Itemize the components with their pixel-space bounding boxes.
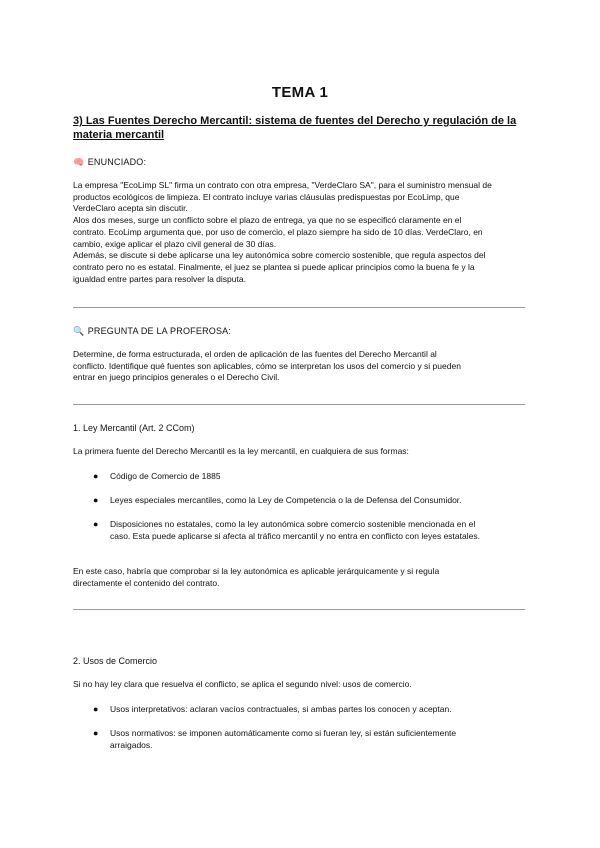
bullet-icon: ● [93, 495, 99, 505]
text-line: igualdad entre partes para resolver la disputa. [73, 273, 246, 284]
section-subtitle [73, 114, 535, 142]
text-line: Si no hay ley clara que resuelva el conflicto, se aplica el segundo nivel: usos de comercio. [73, 679, 412, 689]
text-line: arraigados. [110, 740, 153, 750]
text-line: conflicto. Identifique qué fuentes son aplicables, cómo se interpretan los usos del comercio y si pueden [73, 360, 461, 371]
text-line: VerdeClaro acepta sin discutir. [73, 203, 188, 214]
section-heading: 2. Usos de Comercio [73, 656, 158, 666]
pregunta-label: PREGUNTA DE LA PROFEROSA: [87, 326, 232, 336]
brain-icon: 🧠 [73, 157, 85, 167]
bullet-icon: ● [93, 471, 99, 481]
text-line: Código de Comercio de 1885 [110, 471, 221, 481]
enunciado-text [73, 180, 525, 285]
text-line: directamente el contenido del contrato. [73, 577, 220, 588]
text-line: cambio, exige aplicar el plazo civil general de 30 días. [73, 238, 277, 249]
enunciado-label: ENUNCIADO: [87, 157, 147, 167]
bullet-icon: ● [93, 728, 99, 738]
text-line: Leyes especiales mercantiles, como la Ley de Competencia o la de Defensa del Consumidor. [110, 495, 462, 505]
bullet-icon: ● [93, 519, 99, 529]
text-line: La primera fuente del Derecho Mercantil es la ley mercantil, en cualquiera de sus formas: [73, 446, 409, 456]
section-conclusion [73, 566, 525, 589]
horizontal-divider [73, 609, 525, 610]
text-line: entrar en juego principios generales o el Derecho Civil. [73, 372, 280, 383]
text-line: Determine, de forma estructurada, el orden de aplicación de las fuentes del Derecho Mercantil al [73, 349, 437, 359]
text-line: La empresa "EcoLimp SL" firma un contrato con otra empresa, "VerdeClaro SA", para el suministro mensual de [73, 180, 492, 190]
pregunta-text [73, 349, 525, 384]
text-line: Alos dos meses, surge un conflicto sobre el plazo de entrega, ya que no se especificó claramente en el [73, 215, 462, 226]
document-title: TEMA 1 [271, 84, 329, 101]
text-line: Usos interpretativos: aclaran vacíos contractuales, si ambas partes los conocen y aceptan. [110, 704, 452, 714]
section-heading: 1. Ley Mercantil (Art. 2 CCom) [73, 423, 195, 433]
pregunta-header [73, 325, 231, 337]
magnifier-icon: 🔍 [73, 326, 85, 336]
enunciado-header [73, 156, 146, 168]
subtitle-line: 3) Las Fuentes Derecho Mercantil: sistema de fuentes del Derecho y regulación de la [73, 115, 517, 127]
text-line: contrato pero no es estatal. Finalmente, el juez se plantea si puede aplicar principios como la buena fe y la [73, 261, 475, 272]
horizontal-divider [73, 404, 525, 405]
bullet-icon: ● [93, 704, 99, 714]
section-intro [73, 679, 525, 691]
section-intro [73, 446, 525, 458]
text-line: productos ecológicos de limpieza. El contrato incluye varias cláusulas predispuestas por EcoLimp, que [73, 191, 460, 202]
horizontal-divider [73, 307, 525, 308]
text-line: Disposiciones no estatales, como la ley autonómica sobre comercio sostenible mencionada en el [110, 519, 476, 529]
text-line: caso. Esta puede aplicarse si afecta al tráfico mercantil y no entra en conflicto con leyes estatales. [110, 531, 480, 541]
text-line: Usos normativos: se imponen automáticamente como si fueran ley, si están suficientemente [110, 728, 457, 738]
text-line: Además, se discute si debe aplicarse una ley autonómica sobre comercio sostenible, que regula aspectos del [73, 250, 486, 261]
text-line: contrato. EcoLimp argumenta que, por uso de comercio, el plazo siempre ha sido de 10 días. VerdeClaro, en [73, 226, 483, 237]
text-line: En este caso, habría que comprobar si la ley autonómica es aplicable jerárquicamente y si regula [73, 566, 440, 576]
subtitle-line: materia mercantil [73, 129, 165, 141]
